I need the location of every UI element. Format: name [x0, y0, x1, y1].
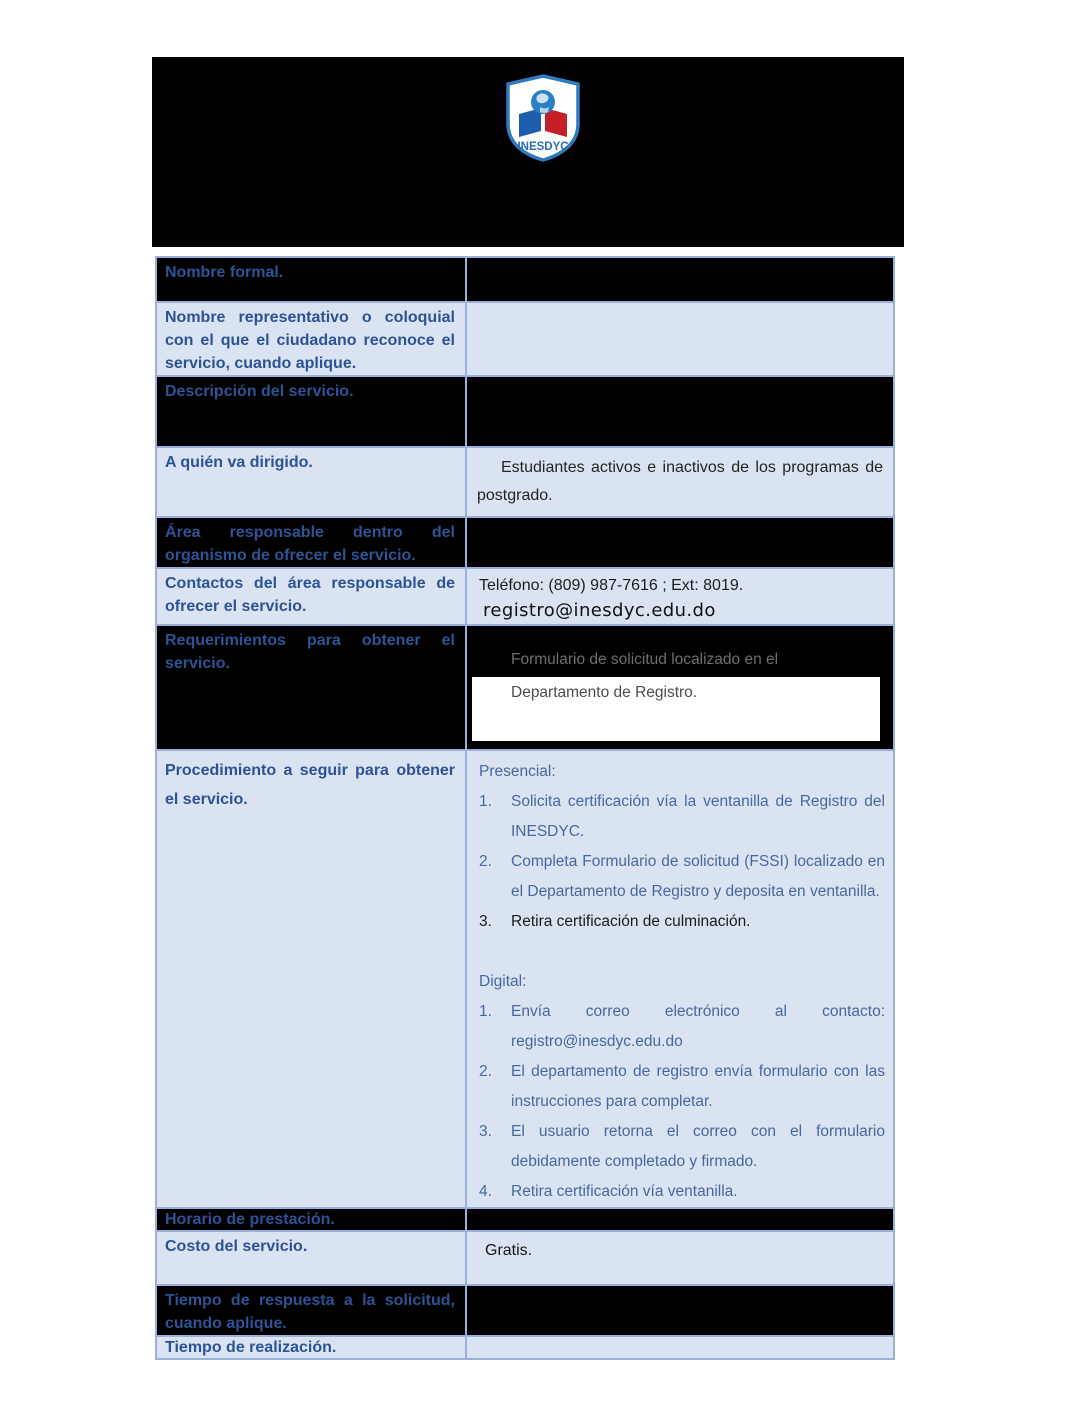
item-text: Completa Formulario de solicitud (FSSI) localizado en el Departamento de Registro y deposita en ventanilla.: [511, 853, 885, 900]
item-number: 2.: [479, 853, 492, 870]
row-label: Procedimiento a seguir para obtener el servicio.: [165, 762, 455, 808]
table-row-procedimiento: [156, 750, 894, 1208]
value-tiempo-respuesta: [466, 1285, 894, 1336]
value-dirigido: [466, 447, 894, 517]
table-row-dirigido: [156, 447, 894, 517]
row-label: Tiempo de respuesta a la solicitud, cuando aplique.: [165, 1292, 455, 1332]
table-row-costo: [156, 1231, 894, 1285]
label-dirigido: [156, 447, 466, 517]
table-row-descripcion: [156, 376, 894, 447]
item-number: 1.: [479, 793, 492, 810]
presencial-item: [479, 847, 885, 907]
digital-heading: Digital:: [479, 973, 527, 990]
item-number: 1.: [479, 1003, 492, 1020]
value-nombre-formal: [466, 257, 894, 302]
value-tiempo-realizacion: [466, 1336, 894, 1359]
digital-item: [479, 997, 885, 1057]
presencial-item: [479, 907, 885, 937]
table-row-tiempo-respuesta: [156, 1285, 894, 1336]
digital-item: [479, 1057, 885, 1117]
value-requerimientos: [466, 625, 894, 750]
inesdyc-logo-icon: [504, 72, 582, 164]
label-descripcion: [156, 376, 466, 447]
table-row-tiempo-realizacion: [156, 1336, 894, 1359]
label-requerimientos: [156, 625, 466, 750]
item-text: Envía correo electrónico al contacto: registro@inesdyc.edu.do: [511, 1003, 885, 1050]
label-procedimiento: [156, 750, 466, 1208]
table-row-requerimientos: [156, 625, 894, 750]
row-label: Nombre formal.: [165, 264, 284, 281]
presencial-heading: Presencial:: [479, 763, 556, 780]
item-number: 3.: [479, 913, 492, 930]
digital-item: [479, 1117, 885, 1177]
value-horario: [466, 1208, 894, 1231]
row-label: Costo del servicio.: [165, 1238, 308, 1255]
item-number: 3.: [479, 1123, 492, 1140]
table-row-contactos: [156, 568, 894, 625]
costo-text: Gratis.: [485, 1242, 533, 1259]
contact-email: registro@inesdyc.edu.do: [483, 600, 716, 621]
row-label: Contactos del área responsable de ofrecer el servicio.: [165, 575, 455, 615]
procedure-content: [467, 751, 893, 1207]
value-procedimiento: [466, 750, 894, 1208]
table-row-area-responsable: [156, 517, 894, 568]
requerimientos-line-1: Formulario de solicitud localizado en el: [511, 651, 779, 668]
item-number: 4.: [479, 1183, 492, 1200]
service-table: [155, 256, 895, 1360]
row-label: Tiempo de realización.: [165, 1339, 337, 1356]
label-contactos: [156, 568, 466, 625]
label-nombre-formal: [156, 257, 466, 302]
label-nombre-representativo: [156, 302, 466, 376]
presencial-item: [479, 787, 885, 847]
item-number: 2.: [479, 1063, 492, 1080]
table-row-nombre-formal: [156, 257, 894, 302]
value-nombre-representativo: [466, 302, 894, 376]
row-label: Área responsable dentro del organismo de ofrecer el servicio.: [165, 524, 455, 564]
dirigido-text: Estudiantes activos e inactivos de los programas de postgrado.: [477, 459, 883, 504]
label-area-responsable: [156, 517, 466, 568]
row-label: Horario de prestación.: [165, 1211, 335, 1228]
item-text: Retira certificación de culminación.: [511, 913, 751, 930]
row-label: Nombre representativo o coloquial con el que el ciudadano reconoce el servicio, cuando aplique.: [165, 309, 455, 372]
item-text: El departamento de registro envía formulario con las instrucciones para completar.: [511, 1063, 885, 1110]
contact-phone: Teléfono: (809) 987-7616 ; Ext: 8019.: [479, 577, 744, 594]
value-descripcion: [466, 376, 894, 447]
logo-text: INESDYC: [517, 141, 569, 153]
row-label: A quién va dirigido.: [165, 454, 313, 471]
item-text: El usuario retorna el correo con el formulario debidamente completado y firmado.: [511, 1123, 885, 1170]
value-contactos: [466, 568, 894, 625]
digital-item: [479, 1177, 885, 1207]
item-text: Retira certificación vía ventanilla.: [511, 1183, 738, 1200]
requerimientos-line-2: Departamento de Registro.: [511, 684, 698, 701]
document-header: [152, 57, 904, 247]
list-spacer: [479, 937, 885, 967]
value-costo: [466, 1231, 894, 1285]
label-tiempo-realizacion: [156, 1336, 466, 1359]
value-area-responsable: [466, 517, 894, 568]
item-text: Solicita certificación vía la ventanilla de Registro del INESDYC.: [511, 793, 885, 840]
row-label: Requerimientos para obtener el servicio.: [165, 632, 455, 672]
row-label: Descripción del servicio.: [165, 383, 354, 400]
table-row-nombre-representativo: [156, 302, 894, 376]
table-row-horario: [156, 1208, 894, 1231]
label-horario: [156, 1208, 466, 1231]
requerimientos-text: [467, 643, 885, 709]
label-costo: [156, 1231, 466, 1285]
label-tiempo-respuesta: [156, 1285, 466, 1336]
